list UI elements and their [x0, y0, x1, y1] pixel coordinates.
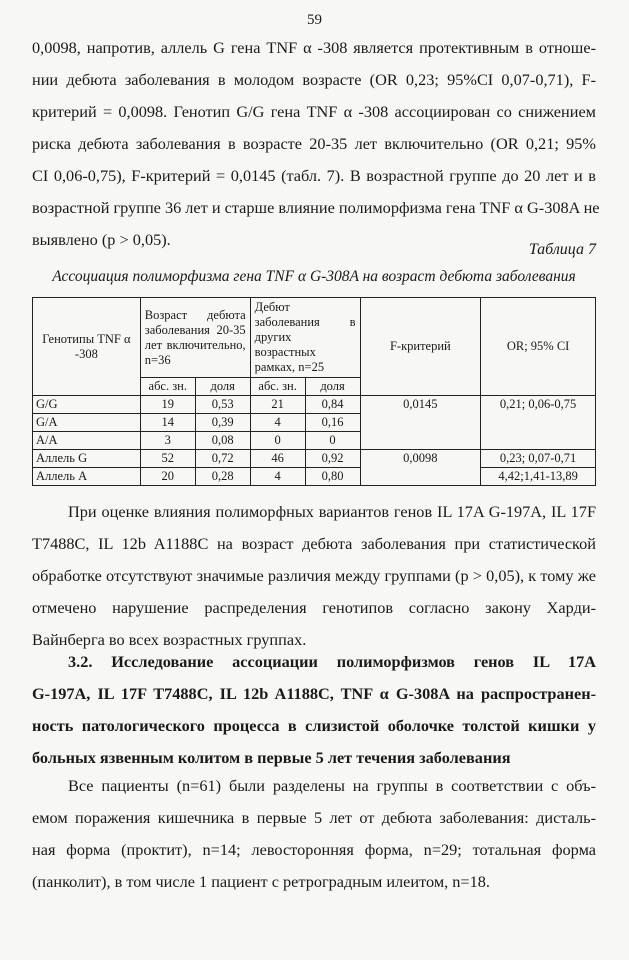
or-allele-g: 0,23; 0,07-0,71: [481, 450, 596, 468]
header-genotype: Генотипы TNF α -308: [33, 298, 141, 396]
heading-line: ность патологического процесса в слизистой оболочке толстой кишки у: [32, 716, 596, 735]
table-row: G/G 19 0,53 21 0,84 0,0145 0,21; 0,06-0,75: [33, 396, 596, 414]
text-line: емом поражения кишечника в первые 5 лет от дебюта заболевания: дисталь-: [32, 808, 596, 827]
header-share: доля: [195, 378, 250, 396]
header-share: доля: [305, 378, 360, 396]
header-group-20-35: Возраст дебюта заболевания 20-35 лет включительно, n=36: [140, 298, 250, 378]
text-line: CI 0,06-0,75), F-критерий = 0,0145 (табл. 7). В возрастной группе до 20 лет и в: [32, 166, 596, 185]
paragraph-intro: [32, 32, 600, 256]
text-line: Все пациенты (n=61) были разделены на группы в соответствии с объ-: [68, 776, 596, 795]
text-line: Вайнберга во всех возрастных группах.: [32, 630, 307, 649]
table-row: A/A 3 0,08 0 0: [33, 432, 596, 450]
text-line: возрастной группе 36 лет и старше влияние полиморфизма гена TNF α G-308A не: [32, 198, 600, 217]
text-line: T7488C, IL 12b A1188C на возраст дебюта заболевания при статистической: [32, 534, 596, 553]
genotype-table: [32, 297, 596, 486]
page-number: 59: [307, 12, 322, 28]
text-line: отмечено нарушение распределения генотипов согласно закону Харди-: [32, 598, 596, 617]
header-or-ci: OR; 95% CI: [481, 298, 596, 396]
table-row: Аллель G 52 0,72 46 0,92 0,0098 0,23; 0,07-0,71: [33, 450, 596, 468]
header-group-other: Дебют заболевания в других возрастных рамках, n=25: [250, 298, 360, 378]
heading-line: G-197A, IL 17F T7488C, IL 12b A1188C, TNF α G-308A на распространен-: [32, 684, 596, 703]
heading-line: больных язвенным колитом в первые 5 лет течения заболевания: [32, 748, 511, 767]
text-line: 0,0098, напротив, аллель G гена TNF α -308 является протективным в отноше-: [32, 38, 596, 57]
header-abs: абс. зн.: [250, 378, 305, 396]
text-line: обработке отсутствуют значимые различия между группами (р > 0,05), к тому же: [32, 566, 596, 585]
table-caption: Ассоциация полиморфизма гена TNF α G-308A на возраст дебюта заболевания: [52, 268, 576, 285]
f-criterion-genotype: 0,0145: [360, 396, 481, 450]
table-label: Таблица 7: [528, 241, 596, 258]
text-line: риска дебюта заболевания в возрасте 20-35 лет включительно (OR 0,21; 95%: [32, 134, 596, 153]
table-row: Аллель А 20 0,28 4 0,80 4,42;1,41-13,89: [33, 468, 596, 486]
text-line: (панколит), в том числе 1 пациент с ретроградным илеитом, n=18.: [32, 872, 490, 891]
header-f-criterion: F-критерий: [360, 298, 481, 396]
text-line: критерий = 0,0098. Генотип G/G гена TNF α -308 ассоциирован со снижением: [32, 102, 596, 121]
text-line: ная форма (проктит), n=14; левосторонняя форма, n=29; тотальная форма: [32, 840, 596, 859]
text-line: нии дебюта заболевания в молодом возрасте (OR 0,23; 95%CI 0,07-0,71), F-: [32, 70, 596, 89]
text-line: выявлено (р > 0,05).: [32, 230, 171, 249]
paragraph-il-genes: [32, 496, 596, 656]
paragraph-patients: [32, 770, 596, 898]
or-genotype: 0,21; 0,06-0,75: [481, 396, 596, 450]
or-allele-a: 4,42;1,41-13,89: [481, 468, 596, 486]
text-line: При оценке влияния полиморфных вариантов генов IL 17A G-197A, IL 17F: [68, 502, 596, 521]
section-heading: [32, 646, 596, 774]
heading-line: 3.2. Исследование ассоциации полиморфизмов генов IL 17A: [68, 652, 596, 671]
f-criterion-allele: 0,0098: [360, 450, 481, 486]
header-abs: абс. зн.: [140, 378, 195, 396]
table-row: G/A 14 0,39 4 0,16: [33, 414, 596, 432]
